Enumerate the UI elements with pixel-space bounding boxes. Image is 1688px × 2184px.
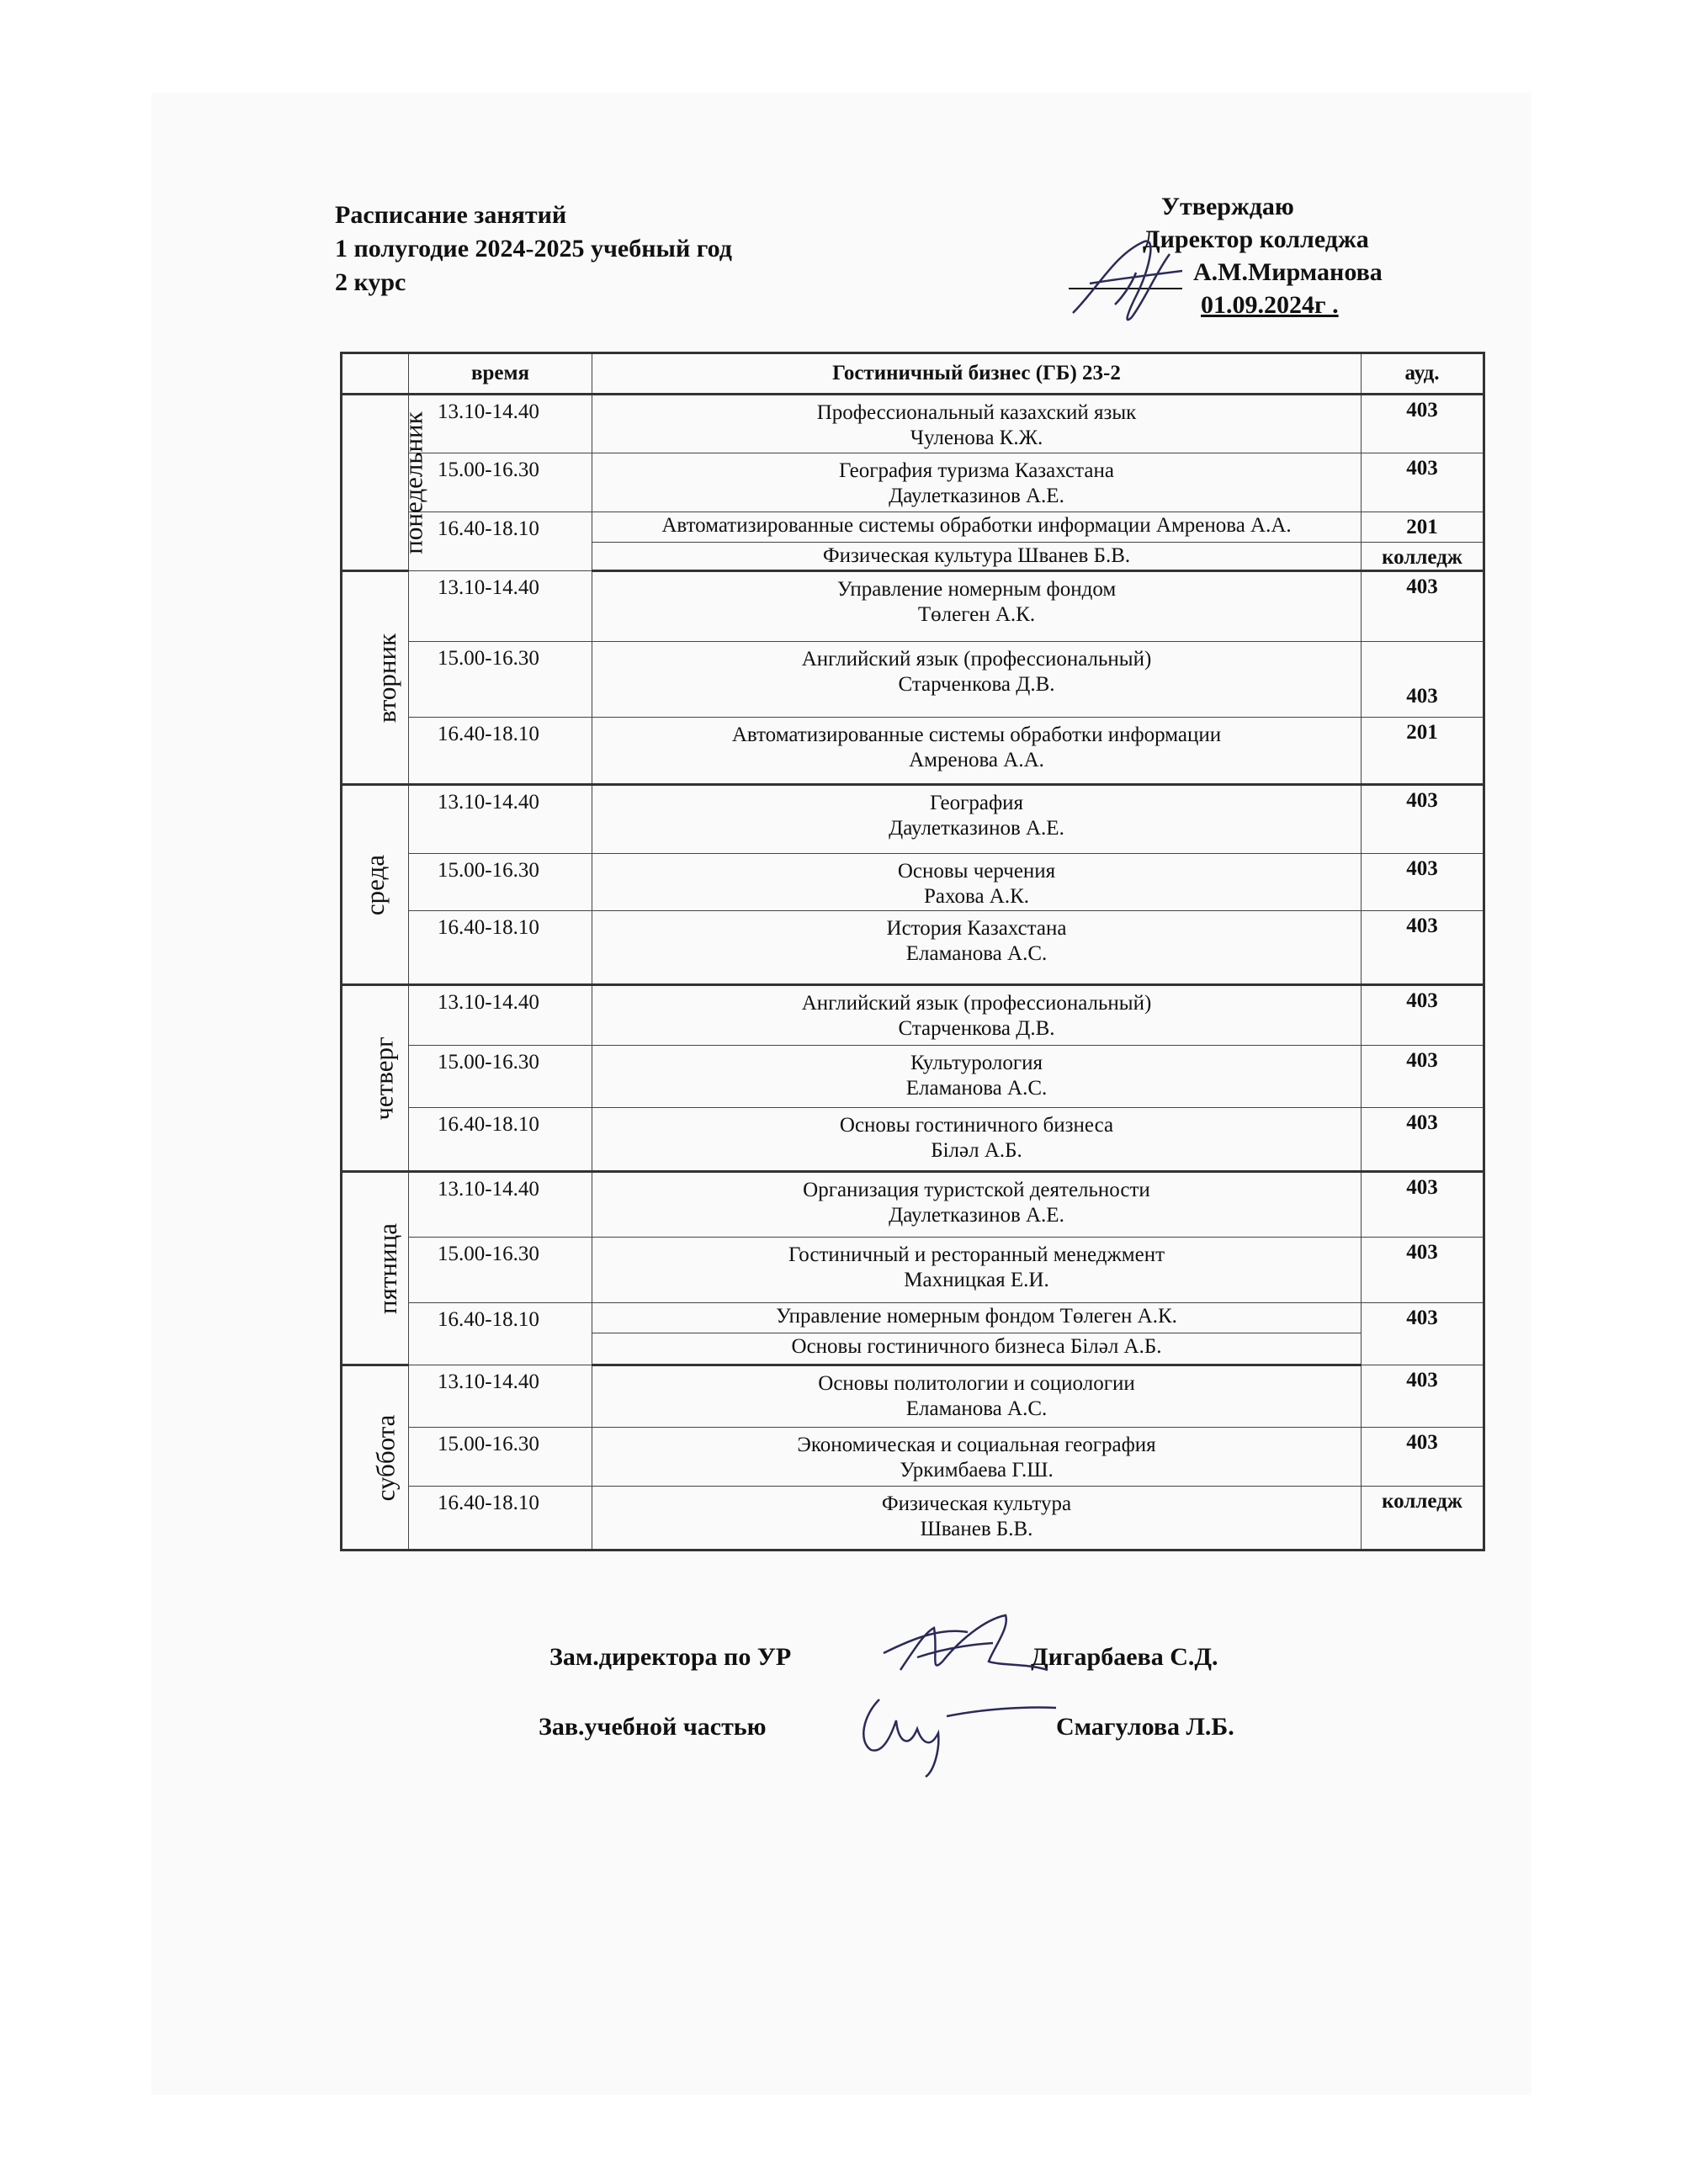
teacher-name: Шванев Б.В. [920, 1518, 1033, 1540]
room-cell: колледж [1362, 543, 1484, 571]
day-cell [342, 395, 428, 571]
time-cell: 13.10-14.40 [409, 395, 592, 453]
subject-name: Культурология [910, 1052, 1043, 1074]
table-row [342, 1172, 1484, 1238]
subject-cell [592, 1428, 1362, 1487]
room-cell: 403 [1362, 1172, 1484, 1238]
room-cell: 403 [1362, 911, 1484, 985]
header-group: Гостиничный бизнес (ГБ) 23-2 [592, 353, 1362, 395]
time-cell: 15.00-16.30 [409, 854, 592, 911]
deputy-name: Дигарбаева С.Д. [1031, 1643, 1218, 1671]
table-header-row [342, 353, 1484, 395]
day-cell [342, 571, 409, 785]
teacher-name: Старченкова Д.В. [898, 673, 1055, 696]
room-cell: 403 [1362, 1303, 1484, 1365]
subject-cell [592, 718, 1362, 785]
table-row [342, 1428, 1484, 1487]
time-cell: 16.40-18.10 [409, 1303, 592, 1365]
day-cell [342, 1365, 409, 1551]
teacher-name: Даулетказинов А.Е. [889, 817, 1064, 840]
teacher-name: Чуленова К.Ж. [910, 427, 1043, 449]
room-cell: 403 [1362, 1365, 1484, 1428]
approval-label: Утверждаю [1161, 193, 1294, 220]
subject-name: Основы политологии и социологии [818, 1372, 1135, 1395]
room-cell: 201 [1362, 512, 1484, 543]
table-row [342, 1108, 1484, 1172]
subject-cell [592, 1487, 1362, 1551]
subject-name: Автоматизированные системы обработки информации [731, 724, 1222, 746]
teacher-name: Старченкова Д.В. [898, 1017, 1055, 1040]
time-cell: 16.40-18.10 [409, 512, 592, 571]
time-cell: 13.10-14.40 [409, 1365, 592, 1428]
subject-cell [592, 1046, 1362, 1108]
table-row [342, 1487, 1484, 1551]
subject-cell [592, 985, 1362, 1046]
subject-cell [592, 911, 1362, 985]
time-cell: 15.00-16.30 [409, 1046, 592, 1108]
table-row [342, 1238, 1484, 1303]
time-cell: 15.00-16.30 [409, 1428, 592, 1487]
header-day-cell [342, 353, 409, 395]
subject-name: Управление номерным фондом [836, 578, 1117, 601]
table-row [342, 642, 1484, 718]
table-row [342, 985, 1484, 1046]
day-label: четверг [369, 1036, 399, 1121]
subject-cell: Автоматизированные системы обработки информации Амренова А.А. [592, 512, 1362, 543]
teacher-name: Даулетказинов А.Е. [889, 485, 1064, 507]
day-label: среда [360, 854, 390, 915]
room-cell: 403 [1362, 642, 1484, 718]
time-cell: 15.00-16.30 [409, 642, 592, 718]
approval-name: А.М.Мирманова [1193, 258, 1383, 286]
subject-name: История Казахстана [886, 917, 1067, 940]
subject-cell [592, 785, 1362, 854]
subject-name: География [929, 792, 1024, 814]
table-row [342, 453, 1484, 512]
subject-cell [592, 1365, 1362, 1428]
room-cell: 403 [1362, 854, 1484, 911]
teacher-name: Еламанова А.С. [905, 942, 1048, 965]
subject-name: Английский язык (профессиональный) [801, 648, 1152, 671]
time-cell: 15.00-16.30 [409, 453, 592, 512]
subject-name: Основы гостиничного бизнеса [839, 1114, 1114, 1137]
director-signature [1064, 220, 1199, 338]
room-cell: 403 [1362, 571, 1484, 642]
day-label: вторник [372, 633, 402, 723]
table-row [342, 911, 1484, 985]
deputy-position: Зам.директора по УР [549, 1643, 792, 1671]
day-label: понедельник [398, 411, 428, 554]
subject-cell [592, 1238, 1362, 1303]
subject-name: Профессиональный казахский язык [816, 401, 1137, 424]
subject-name: География туризма Казахстана [839, 459, 1114, 482]
room-cell: 403 [1362, 1428, 1484, 1487]
table-row [342, 718, 1484, 785]
table-row [342, 1365, 1484, 1428]
teacher-name: Махницкая Е.И. [904, 1269, 1049, 1291]
table-row [342, 1046, 1484, 1108]
teacher-name: Төлеген А.К. [917, 603, 1036, 626]
subject-name: Физическая культура [881, 1492, 1072, 1515]
time-cell: 16.40-18.10 [409, 1108, 592, 1172]
header-room: ауд. [1362, 353, 1484, 395]
day-cell [342, 785, 409, 985]
subject-name: Экономическая и социальная география [797, 1434, 1156, 1456]
room-cell: 403 [1362, 985, 1484, 1046]
table-row [342, 395, 1484, 453]
day-label: пятница [372, 1222, 402, 1314]
subject-name: Организация туристской деятельности [803, 1179, 1150, 1201]
teacher-name: Рахова А.К. [923, 885, 1030, 908]
time-cell: 13.10-14.40 [409, 571, 592, 642]
day-label: суббота [370, 1414, 401, 1501]
time-cell: 16.40-18.10 [409, 911, 592, 985]
table-row [342, 512, 1484, 543]
time-cell: 13.10-14.40 [409, 785, 592, 854]
time-cell: 16.40-18.10 [409, 1487, 592, 1551]
room-cell: 201 [1362, 718, 1484, 785]
teacher-name: Еламанова А.С. [905, 1397, 1048, 1420]
document-period: 1 полугодие 2024-2025 учебный год [335, 235, 732, 262]
room-cell: 403 [1362, 395, 1484, 453]
deputy-signature [867, 1603, 1060, 1695]
room-cell: колледж [1362, 1487, 1484, 1551]
subject-cell [592, 1172, 1362, 1238]
time-cell: 13.10-14.40 [409, 985, 592, 1046]
approval-date: 01.09.2024г . [1201, 291, 1339, 319]
subject-cell [592, 854, 1362, 911]
room-cell: 403 [1362, 1108, 1484, 1172]
teacher-name: Еламанова А.С. [905, 1077, 1048, 1100]
head-name: Смагулова Л.Б. [1056, 1713, 1234, 1741]
teacher-name: Біләл А.Б. [931, 1139, 1022, 1162]
time-cell: 13.10-14.40 [409, 1172, 592, 1238]
subject-cell [592, 1108, 1362, 1172]
schedule-table [340, 352, 1485, 1551]
head-signature [846, 1683, 1064, 1784]
subject-cell: Основы гостиничного бизнеса Біләл А.Б. [592, 1333, 1362, 1365]
time-cell: 15.00-16.30 [409, 1238, 592, 1303]
teacher-name: Уркимбаева Г.Ш. [900, 1459, 1054, 1482]
header-time: время [409, 353, 592, 395]
subject-name: Английский язык (профессиональный) [801, 992, 1152, 1015]
subject-cell: Управление номерным фондом Төлеген А.К. [592, 1303, 1362, 1333]
head-position: Зав.учебной частью [539, 1713, 767, 1741]
approval-position: Директор колледжа [1143, 225, 1369, 253]
subject-cell [592, 453, 1362, 512]
day-cell [342, 1172, 409, 1365]
room-cell: 403 [1362, 1238, 1484, 1303]
subject-name: Основы черчения [897, 860, 1056, 883]
room-cell: 403 [1362, 453, 1484, 512]
table-row [342, 1303, 1484, 1333]
teacher-name: Амренова А.А. [909, 749, 1044, 771]
table-row [342, 571, 1484, 642]
subject-cell [592, 642, 1362, 718]
day-cell [342, 985, 409, 1172]
table-row [342, 854, 1484, 911]
teacher-name: Даулетказинов А.Е. [889, 1204, 1064, 1227]
time-cell: 16.40-18.10 [409, 718, 592, 785]
subject-cell [592, 571, 1362, 642]
document-header [335, 199, 732, 300]
table-row [342, 785, 1484, 854]
subject-cell [592, 395, 1362, 453]
room-cell: 403 [1362, 785, 1484, 854]
subject-cell: Физическая культура Шванев Б.В. [592, 543, 1362, 571]
subject-name: Гостиничный и ресторанный менеджмент [788, 1243, 1165, 1266]
document-course: 2 курс [335, 268, 406, 296]
document-title: Расписание занятий [335, 201, 567, 229]
room-cell: 403 [1362, 1046, 1484, 1108]
